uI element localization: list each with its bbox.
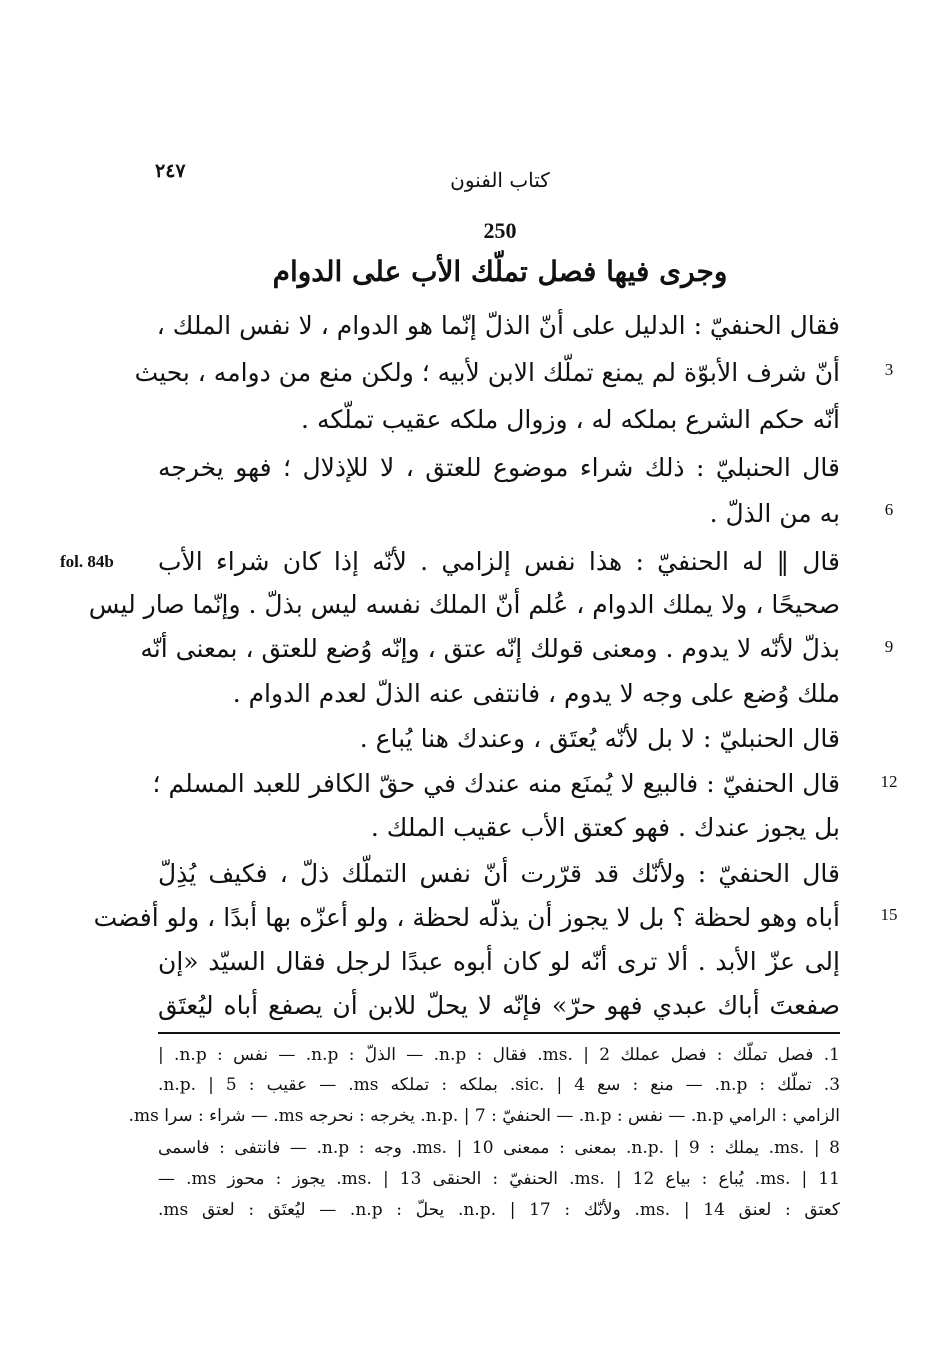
line-number: 15 <box>880 905 898 924</box>
footnote-line: 3. تملّك : n.p. — منع : سع sic. | 4. بملكه : تملكه ms. — عقيب : n.p. | 5. <box>158 1075 841 1095</box>
footnote-line: ms. | 8. يملك : n.p. | 9. بمعنى : ممعنى ms. | 10. وجه : n.p. — فانتفى : فاسمى <box>158 1138 840 1158</box>
footnote-line: 1. فصل تملّك : فصل عملك ms. | 2. فقال : n.p. — الذلّ : n.p. — نفس : n.p. | <box>158 1045 840 1065</box>
body-line: ملك وُضع على وجه لا يدوم ، فانتفى عنه الذلّ لعدم الدوام . <box>232 679 840 708</box>
body-line: قال الحنبليّ : ذلك شراء موضوع للعتق ، لا للإذلال ؛ فهو يخرجه <box>158 453 840 482</box>
body-line: فقال الحنفيّ : الدليل على أنّ الذلّ إنّما هو الدوام ، لا نفس الملك ، <box>156 311 840 340</box>
line-number: 6 <box>884 500 894 519</box>
body-line: صحيحًا ، ولا يملك الدوام ، عُلم أنّ الملك نفسه ليس بذلّ . وإنّما صار ليس <box>88 590 840 619</box>
body-line: قال ‖ له الحنفيّ : هذا نفس إلزامي . لأنّه إذا كان شراء الأب <box>158 547 840 576</box>
body-line: قال الحنفيّ : فالبيع لا يُمنَع منه عندك في حقّ الكافر للعبد المسلم ؛ <box>152 769 840 798</box>
body-line: أباه وهو لحظة ؟ بل لا يجوز أن يذلّه لحظة ، ولو أعزّه بها أبدًا ، ولو أفضت <box>93 903 840 932</box>
body-line: بذلّ لأنّه لا يدوم . ومعنى قولك إنّه عتق ، وإنّه وُضع للعتق ، بمعنى أنّه <box>140 634 840 663</box>
running-title: كتاب الفنون <box>450 168 550 192</box>
body-line: بل يجوز عندك . فهو كعتق الأب عقيب الملك . <box>370 813 840 842</box>
body-line: أنّه حكم الشرع بملكه له ، وزوال ملكه عقيب تملّكه . <box>301 405 840 434</box>
page-number: ٢٤٧ <box>155 160 186 182</box>
body-line: قال الحنبليّ : لا بل لأنّه يُعتَق ، وعندك هنا يُباع . <box>359 724 840 753</box>
section-title: وجرى فيها فصل تملّك الأب على الدوام <box>272 255 728 288</box>
footnote-line: كعتق : لعنق ms. | 14. ولأنّك : n.p. | 17. يحلّ : n.p. — ليُعتَق : لعتق ms. <box>158 1200 840 1220</box>
folio-marker: fol. 84b <box>60 552 114 571</box>
body-line: صفعتَ أباك عبدي فهو حرّ» فإنّه لا يحلّ للابن أن يصفع أباه ليُعتَق <box>158 991 840 1020</box>
footnote-rule <box>158 1032 840 1034</box>
body-line: به من الذلّ . <box>709 499 840 528</box>
body-line: إلى عزّ الأبد . ألا ترى أنّه لو كان أبوه عبدًا لرجل فقال السيّد «إن <box>158 947 840 976</box>
line-number: 12 <box>880 772 898 791</box>
body-line: أنّ شرف الأبوّة لم يمنع تملّك الابن لأبيه ؛ ولكن منع من دوامه ، بحيث <box>134 358 840 387</box>
footnote-line: الزامي : الرامي n.p. — نفس : n.p. — الحنفيّ : n.p. | 7. يخرجه : نحرجه ms. — شراء : سرا ms. <box>128 1106 840 1126</box>
body-line: قال الحنفيّ : ولأنّك قد قرّرت أنّ نفس التملّك ذلّ ، فكيف يُذِلّ <box>158 859 840 888</box>
section-number: 250 <box>483 218 517 243</box>
footnote-line: ms. | 11. يُباع : بياع ms. | 12. الحنفيّ : الحنقى ms. | 13. يجوز : محوز ms. — <box>158 1169 840 1189</box>
line-number: 9 <box>884 637 894 656</box>
line-number: 3 <box>884 360 894 379</box>
